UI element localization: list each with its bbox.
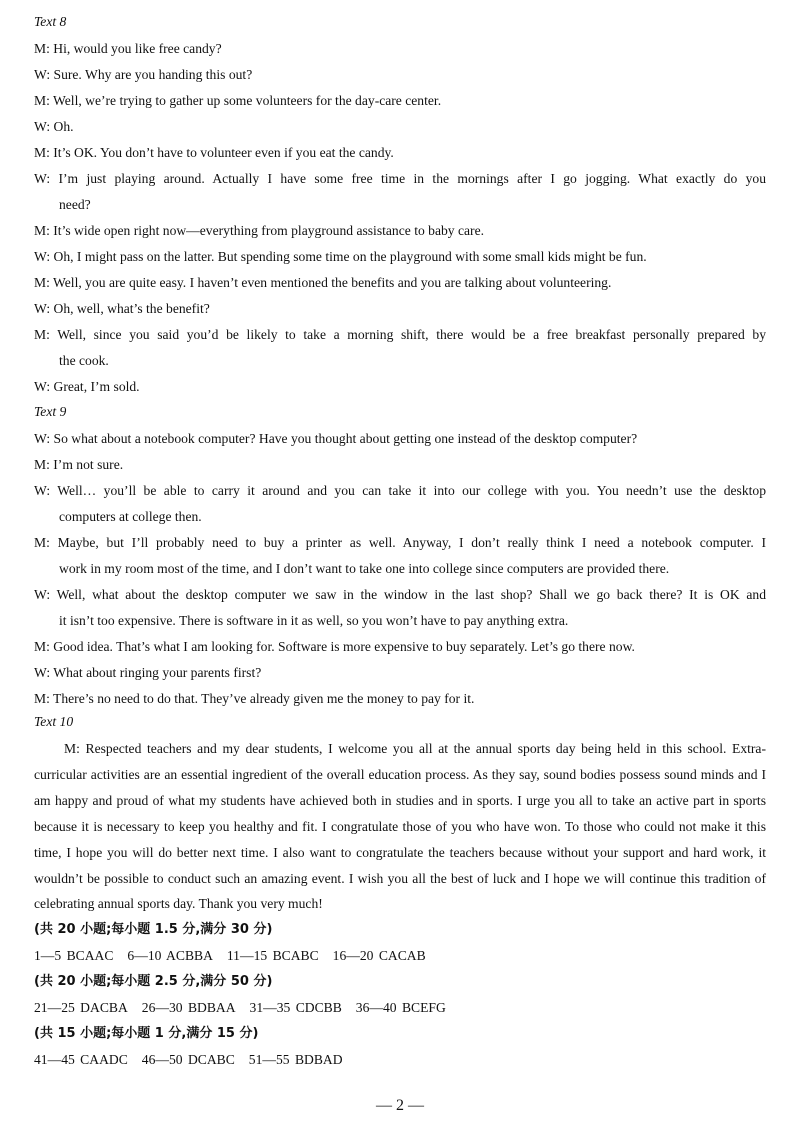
- answer-row: [34, 996, 460, 1020]
- dialogue-continuation: work in my room most of the time, and I don’t want to take one into college since computers are provided there.: [59, 561, 670, 576]
- speaker-label: W:: [34, 587, 51, 602]
- answer-group: 31—35 CDCBB: [249, 1000, 342, 1015]
- dialogue-continuation: it isn’t too expensive. There is software in it as well, so you won’t have to pay anything extra.: [59, 613, 569, 628]
- answer-group: 41—45 CAADC: [34, 1052, 128, 1067]
- answer-group: 11—15 BCABC: [226, 948, 319, 963]
- speaker-label: M:: [34, 93, 50, 108]
- line-text: Oh.: [53, 119, 74, 134]
- line-text: Oh, well, what’s the benefit?: [53, 301, 210, 316]
- monologue-text: Respected teachers and my dear students, I welcome you all at the annual sports day being held in this school. Extra-curricular activities are an essential ingredient of the overall education process. As they say, sound bodies possess sound minds and I am happy and proud of what my students have achieved both in studies and in sports. I urge you all to take an active part in sports because it is necessary to keep you healthy and fit. I congratulate those of you who have won. To those who could not make it this time, I hope you will do better next time. I also want to congratulate the teachers because without your support and hard work, it wouldn’t be possible to conduct such an amazing event. I wish you all the best of luck and I hope we will continue this tradition of celebrating annual sports day. Thank you very much!: [34, 741, 766, 912]
- dialogue-line: [34, 634, 766, 660]
- speaker-label: M:: [34, 535, 50, 550]
- text10-heading: Text 10: [34, 714, 74, 729]
- line-text: I’m just playing around. Actually I have some free time in the mornings after I go jogging. What exactly do you: [58, 171, 767, 186]
- line-text: It’s wide open right now—everything from playground assistance to baby care.: [53, 223, 485, 238]
- dialogue-line: [34, 62, 766, 88]
- dialogue-line: [34, 270, 766, 296]
- dialogue-line: [34, 166, 766, 192]
- speaker-label: M:: [34, 223, 50, 238]
- page-number: — 2 —: [376, 1097, 424, 1114]
- line-text: Well, we’re trying to gather up some volunteers for the day-care center.: [53, 93, 442, 108]
- speaker-label: W:: [34, 665, 51, 680]
- dialogue-line: [34, 582, 766, 608]
- answer-group: 46—50 DCABC: [141, 1052, 235, 1067]
- dialogue-continuation: need?: [59, 197, 91, 212]
- text8-heading: Text 8: [34, 14, 67, 29]
- dialogue-line: [34, 322, 766, 348]
- line-text: Well, you are quite easy. I haven’t even mentioned the benefits and you are talking about volunteering.: [53, 275, 612, 290]
- line-text: Hi, would you like free candy?: [53, 41, 222, 56]
- speaker-label: W:: [34, 119, 51, 134]
- dialogue-line: [34, 686, 766, 712]
- line-text: There’s no need to do that. They’ve already given me the money to pay for it.: [53, 691, 475, 706]
- dialogue-line: [34, 36, 766, 62]
- speaker-label: W:: [34, 249, 51, 264]
- answer-group: 1—5 BCAAC: [34, 948, 114, 963]
- answer-section-title: (共 15 小题;每小题 1 分,满分 15 分): [34, 1026, 259, 1041]
- speaker-label: M:: [34, 691, 50, 706]
- dialogue-continuation: the cook.: [59, 353, 109, 368]
- line-text: Oh, I might pass on the latter. But spending some time on the playground with some small kids might be fun.: [53, 249, 647, 264]
- line-text: Good idea. That’s what I am looking for. Software is more expensive to buy separately. Let’s go there now.: [53, 639, 635, 654]
- dialogue-line: [34, 114, 766, 140]
- line-text: Well, since you said you’d be likely to take a morning shift, there would be a free breakfast personally prepared by: [57, 327, 766, 342]
- dialogue-line: [34, 374, 766, 400]
- speaker-label: W:: [34, 171, 51, 186]
- speaker-label: M:: [34, 639, 50, 654]
- answer-group: 6—10 ACBBA: [127, 948, 213, 963]
- answer-row: [34, 1048, 357, 1072]
- speaker-label: M:: [34, 275, 50, 290]
- dialogue-line: [34, 218, 766, 244]
- line-text: I’m not sure.: [53, 457, 124, 472]
- line-text: What about ringing your parents first?: [53, 665, 262, 680]
- answer-group: 51—55 BDBAD: [248, 1052, 343, 1067]
- answer-group: 26—30 BDBAA: [141, 1000, 236, 1015]
- line-text: Well, what about the desktop computer we saw in the window in the last shop? Shall we go back there? It is OK and: [56, 587, 767, 602]
- answer-row: [34, 944, 440, 968]
- dialogue-line: [34, 530, 766, 556]
- line-text: Maybe, but I’ll probably need to buy a printer as well. Anyway, I don’t really think I need a notebook computer. I: [57, 535, 766, 550]
- dialogue-line: [34, 452, 766, 478]
- dialogue-line: [34, 140, 766, 166]
- speaker-label: M:: [34, 327, 50, 342]
- speaker-label: M:: [64, 741, 80, 756]
- monologue-paragraph: [34, 736, 766, 917]
- dialogue-line: [34, 244, 766, 270]
- dialogue-line: [34, 296, 766, 322]
- line-text: So what about a notebook computer? Have you thought about getting one instead of the desktop computer?: [53, 431, 638, 446]
- dialogue-line: [34, 660, 766, 686]
- text9-heading: Text 9: [34, 404, 67, 419]
- answer-section-title: (共 20 小题;每小题 1.5 分,满分 30 分): [34, 922, 273, 937]
- speaker-label: M:: [34, 457, 50, 472]
- speaker-label: W:: [34, 67, 51, 82]
- dialogue-line: [34, 478, 766, 504]
- answer-section-title: (共 20 小题;每小题 2.5 分,满分 50 分): [34, 974, 273, 989]
- line-text: It’s OK. You don’t have to volunteer even if you eat the candy.: [53, 145, 394, 160]
- speaker-label: W:: [34, 483, 51, 498]
- line-text: Sure. Why are you handing this out?: [53, 67, 253, 82]
- dialogue-line: [34, 88, 766, 114]
- line-text: Well… you’ll be able to carry it around and you can take it into our college with you. You needn’t use the desktop: [57, 483, 766, 498]
- speaker-label: W:: [34, 431, 51, 446]
- dialogue-continuation: computers at college then.: [59, 509, 202, 524]
- speaker-label: W:: [34, 379, 51, 394]
- dialogue-line: [34, 426, 766, 452]
- speaker-label: W:: [34, 301, 51, 316]
- speaker-label: M:: [34, 41, 50, 56]
- answer-group: 21—25 DACBA: [34, 1000, 128, 1015]
- speaker-label: M:: [34, 145, 50, 160]
- line-text: Great, I’m sold.: [53, 379, 140, 394]
- answer-group: 16—20 CACAB: [332, 948, 426, 963]
- answer-group: 36—40 BCEFG: [355, 1000, 446, 1015]
